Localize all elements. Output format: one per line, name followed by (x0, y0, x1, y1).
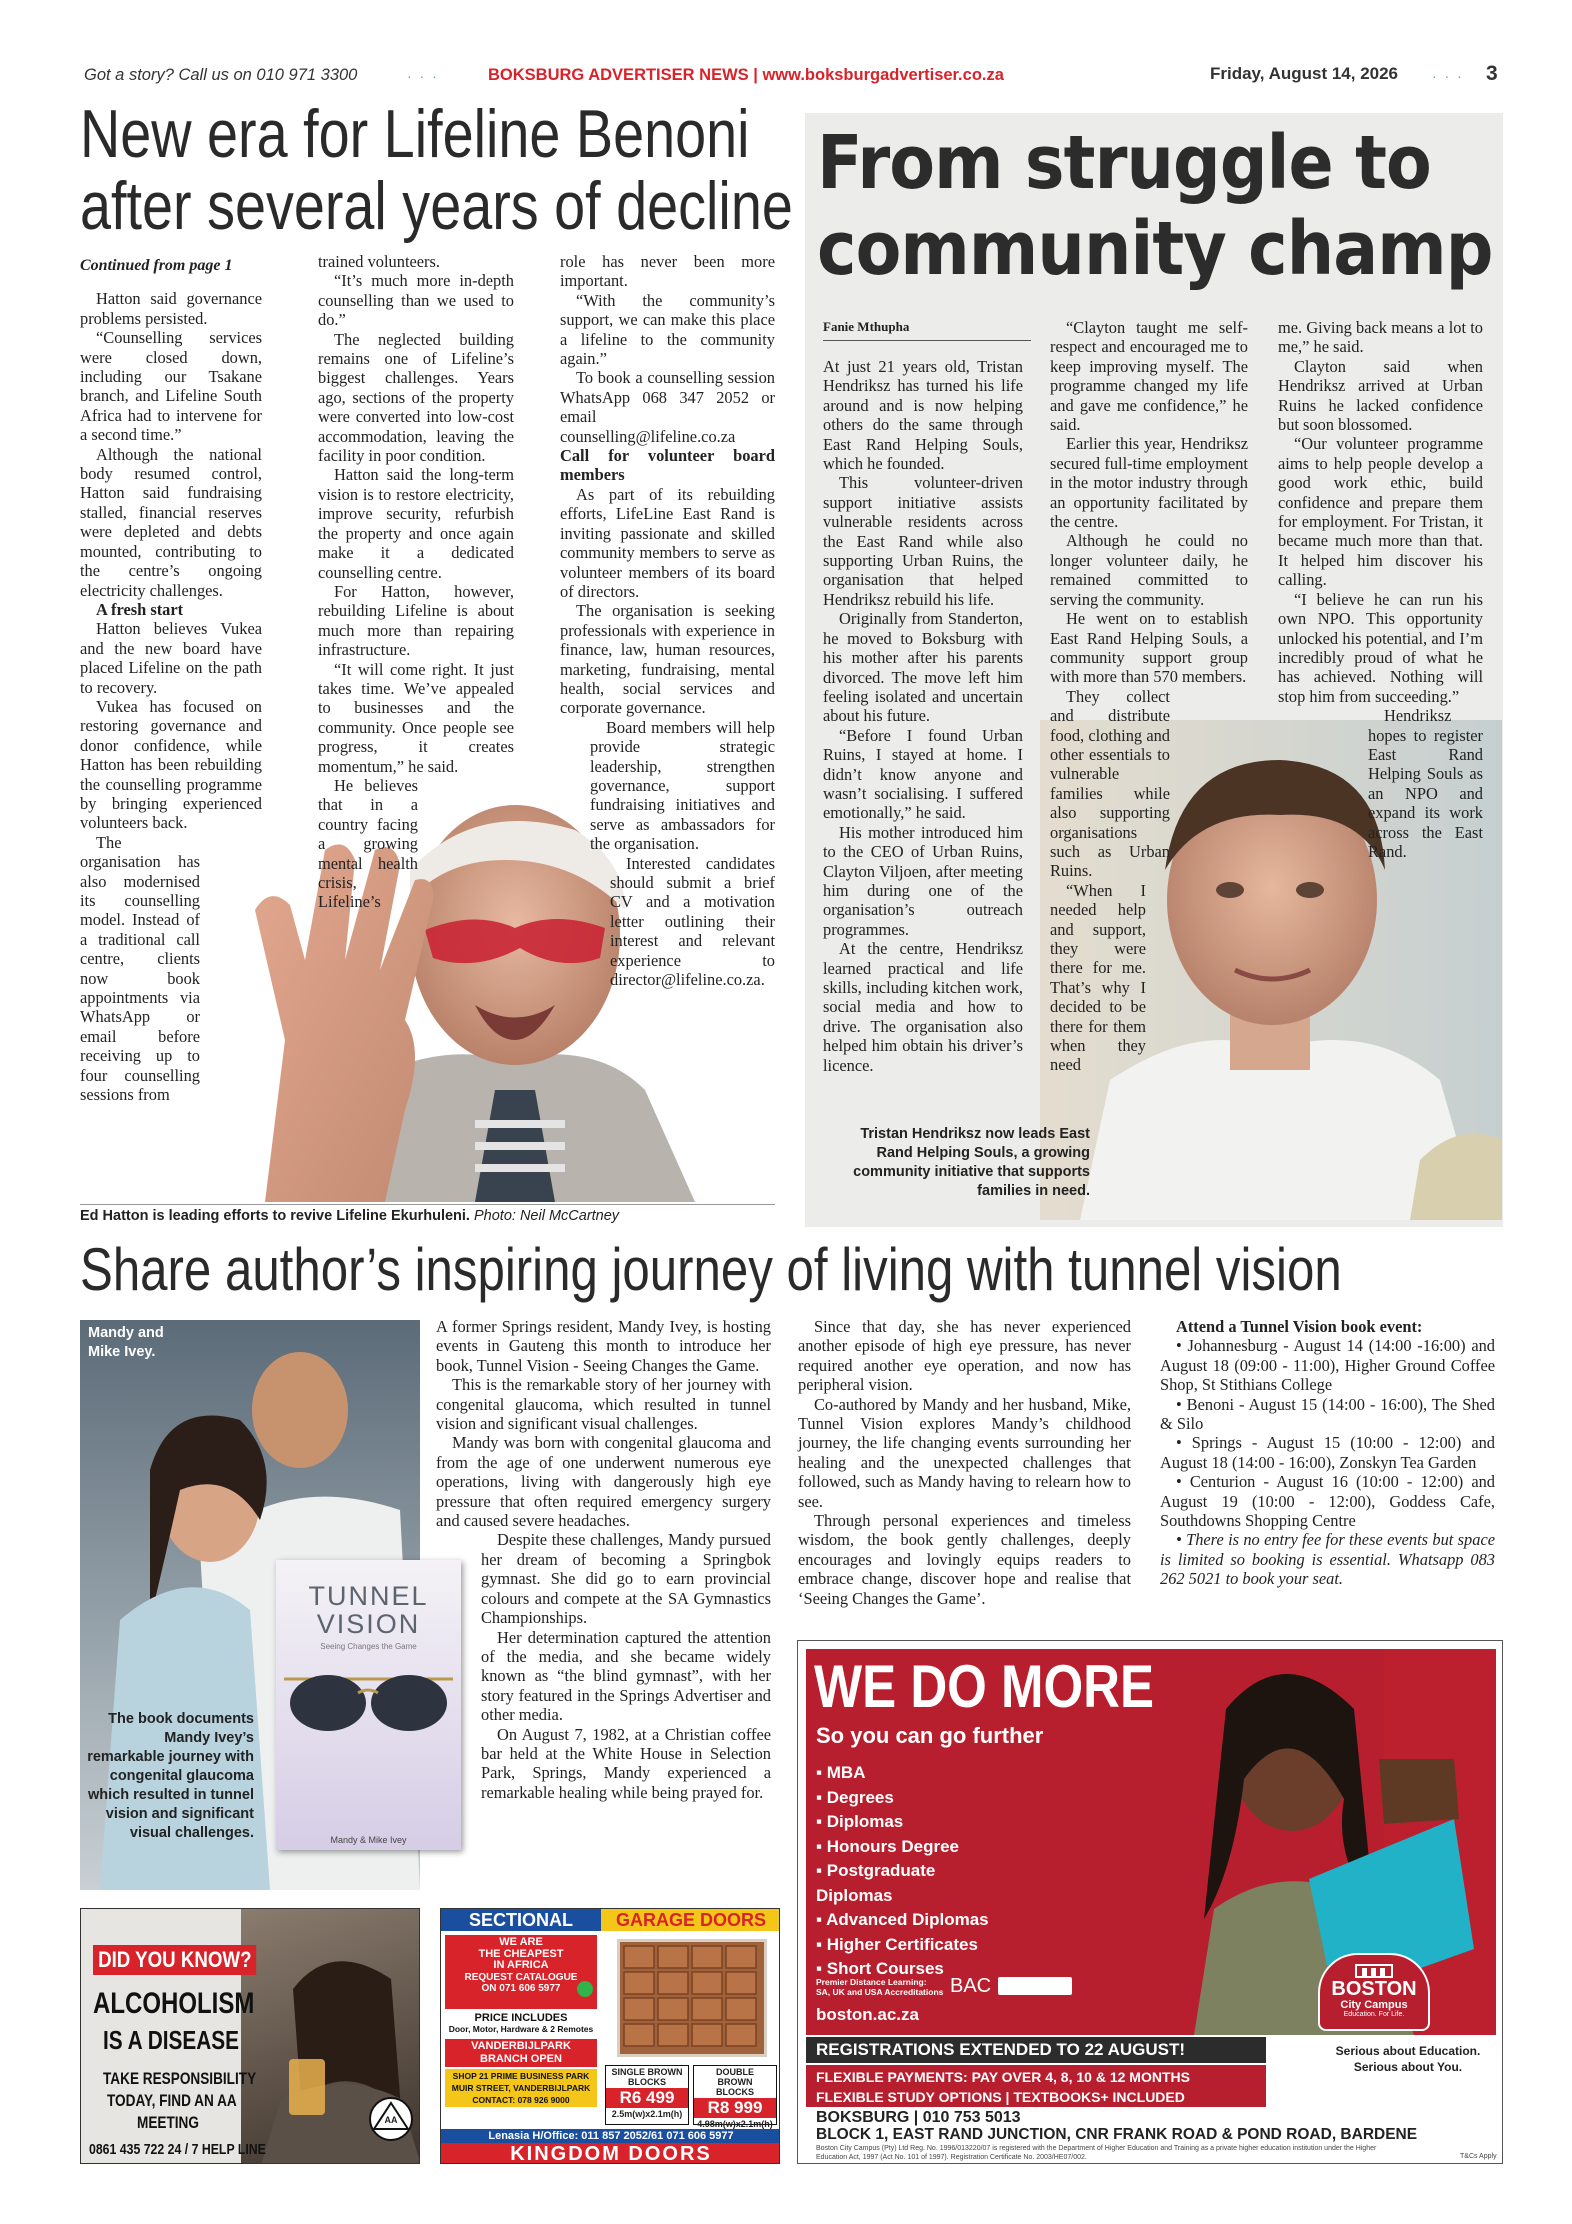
aa-did-you-know: DID YOU KNOW? (93, 1945, 257, 1975)
struggle-c1-p3: Originally from Standerton, he moved to Boksburg with his mother after his parents divorced. The move left him feeling isolated and uncertain about his future. (823, 609, 1023, 726)
continued-label: Continued from page 1 (80, 257, 233, 274)
lifeline-c3-p2: “With the community’s support, we can make this place a lifeline to the community again.” (560, 290, 775, 369)
course-postgrad: ▪ Postgraduate Diplomas (816, 1861, 936, 1905)
course-diplomas: ▪ Diplomas (816, 1812, 904, 1831)
kd-size-double: 4.98m(w)x2.1m(h) (697, 2119, 773, 2129)
kd-brand: KINGDOM DOORS (441, 2143, 780, 2164)
struggle-c1-p6: At the centre, Hendriksz learned practical and life skills, including kitchen work, social media and how to drive. The organisation also helped him obtain his driver’s licence. (823, 939, 1023, 1075)
kd-sectional-bar: SECTIONAL (441, 1909, 601, 1931)
boston-url[interactable]: boston.ac.za (816, 2005, 919, 2024)
boston-serious2: Serious about You. (1353, 2060, 1463, 2074)
boston-logo-name: BOSTON (1331, 1978, 1417, 2000)
kd-double-label: DOUBLE BROWN BLOCKS (716, 2067, 754, 2097)
lifeline-c2-p5: For Hatton, however, rebuilding Lifeline is about much more than repairing infrastructure. (318, 581, 514, 660)
lifeline-caption (80, 1208, 619, 1224)
boston-premier (816, 1977, 943, 1997)
kd-door-image (617, 1939, 767, 2057)
tunnel-col2 (798, 1317, 1131, 1608)
course-higher-cert: ▪ Higher Certificates (816, 1934, 978, 1954)
aa-logo-text: AA (384, 2115, 398, 2125)
tunnel-events (1160, 1317, 1495, 1589)
struggle-byline-rule (823, 340, 1031, 341)
premier-line1: Premier Distance Learning: (816, 1977, 927, 1987)
struggle-c3-p2: Clayton said when Hendriksz arrived at Urban Ruins he lacked confidence but soon blossomed. (1278, 356, 1483, 435)
kd-whatsapp-icon (577, 1981, 593, 1997)
subhead-fresh-start: A fresh start (96, 599, 184, 619)
header-masthead: BOKSBURG ADVERTISER NEWS | www.boksburgadvertiser.co.za (488, 66, 1004, 84)
struggle-c3-p3: “Our volunteer programme aims to help people develop a good work ethic, build confidence and prepare them for employment. For Tristan, it became much more than that. It helped him discover his calling. (1278, 434, 1483, 590)
lifeline-c2-p6: “It will come right. It just takes time. We’ve appealed to businesses and the community. Once people see progress, it creates momentum,” he said. (318, 659, 514, 776)
subhead-volunteer-board: Call for volunteer board members (560, 446, 775, 485)
struggle-c1-p5: His mother introduced him to the CEO of Urban Ruins, Clayton Viljoen, after meeting him during one of the organisation’s outreach programmes. (823, 822, 1023, 939)
lifeline-c2-p3: The neglected building remains one of Lifeline’s biggest challenges. Years ago, sections of the property were converted into low-cost accommodation, leaving the facility in poor condition. (318, 329, 514, 466)
book-title: TUNNEL VISION (308, 1581, 429, 1639)
kd-price-double: R8 999 (694, 2098, 776, 2118)
aa-alcoholism: ALCOHOLISM (93, 1987, 255, 2020)
header-date: Friday, August 14, 2026 (1210, 64, 1399, 83)
lifeline-c1-p1: Hatton said governance problems persisted. (80, 289, 262, 328)
kd-garage-bar: GARAGE DOORS (601, 1909, 780, 1931)
ad-aa[interactable] (80, 1908, 420, 2164)
accreditation-badge-icon (998, 1977, 1072, 1995)
kd-address-box (445, 2069, 597, 2107)
kd-cheapest-box (445, 1935, 597, 2009)
boston-tcs: T&Cs Apply (1460, 2153, 1497, 2160)
tunnel-c2-p3: Through personal experiences and timeless wisdom, the book gently challenges, deeply encourages and lovingly equips readers to embrace change, discover hope and realise that ‘Seeing Changes the Game’. (798, 1511, 1131, 1608)
kd-price-single: R6 499 (606, 2088, 688, 2108)
struggle-headline-line2: community champ (817, 206, 1493, 292)
tunnel-col1 (436, 1317, 771, 1802)
kd-contact: CONTACT: 078 926 9000 (472, 2095, 570, 2105)
struggle-headline (817, 120, 1497, 292)
kd-address1: SHOP 21 PRIME BUSINESS PARK (452, 2071, 590, 2081)
tunnel-c1-p4: Despite these challenges, Mandy pursued her dream of becoming a Springbok gymnast. She did go to earn provincial colours and compete at the SA Gymnastics Championships. (481, 1530, 771, 1628)
boston-subhead: So you can go further (816, 1723, 1044, 1748)
struggle-c1-p2: This volunteer-driven support initiative assists vulnerable residents across the East Rand while also supporting Urban Ruins, the organisation that helped Hendriksz rebuild his life. (823, 473, 1023, 609)
tunnel-c1-p6: On August 7, 1982, at a Christian coffee bar held at the White House in Selection Park, Springs, Mandy experienced a remarkable healing while being prayed for. (481, 1724, 771, 1802)
course-short: ▪ Short Courses (816, 1959, 944, 1978)
boston-logo-sub: City Campus (1340, 1999, 1408, 2011)
kd-branch2: BRANCH OPEN (480, 2053, 562, 2065)
lifeline-c3-p6: Board members will help provide strategic leadership, strengthen governance, support fundraising initiatives and serve as ambassadors for the organisation. (590, 717, 775, 854)
lifeline-c1-p2: “Counselling services were closed down, including our Tsakane branch, and Lifeline South Africa had to intervene for a second time.” (80, 328, 262, 445)
lifeline-c3-p5: The organisation is seeking professionals with experience in finance, law, human resources, marketing, fundraising, mental health, social services and corporate governance. (560, 601, 775, 718)
boston-building-icon (1354, 1961, 1394, 1979)
aa-logo (369, 2097, 413, 2141)
tunnel-c2-p2: Co-authored by Mandy and her husband, Mike, Tunnel Vision explores Mandy’s childhood journey, the life changing events surrounding her healing and the unexpected challenges that followed, such as Mandy having to relearn how to see. (798, 1394, 1131, 1511)
boston-logo-tag: Education. For Life. (1343, 2011, 1405, 2018)
struggle-c2-p2: Earlier this year, Hendriksz secured full-time employment in the motor industry through an opportunity facilitated by the centre. (1050, 434, 1248, 532)
boston-course-list (816, 1761, 1016, 1982)
book-caption: The book documents Mandy Ivey’s remarkable journey with congenital glaucoma which resulted in tunnel vision and significant visual challenges. (87, 1711, 254, 1841)
aa-helpline: 0861 435 722 24 / 7 HELP LINE (89, 2141, 266, 2158)
kd-single-block (605, 2065, 689, 2125)
lifeline-c1-p4: Hatton believes Vukea and the new board have placed Lifeline on the path to recovery. (80, 619, 262, 697)
aa-find-meeting: TODAY, FIND AN AA (107, 2091, 237, 2110)
boston-address: BLOCK 1, EAST RAND JUNCTION, CNR FRANK ROAD & POND ROAD, BARDENE (816, 2126, 1418, 2143)
book-authors: Mandy & Mike Ivey (330, 1835, 407, 1845)
lifeline-col3 (560, 252, 775, 989)
boston-serious1: Serious about Education. (1335, 2044, 1481, 2058)
sunglasses-illustration (276, 1659, 461, 1739)
boston-headline: WE DO MORE (814, 1653, 1154, 1720)
course-degrees: ▪ Degrees (816, 1787, 894, 1807)
bac-logo: BAC (950, 1975, 992, 1997)
struggle-c2-p5: They collect and distribute food, clothing and other essentials to vulnerable families while also supporting organisations such as Urban Ruins. (1050, 686, 1170, 881)
lifeline-c1-p5: Vukea has focused on restoring governance and donor confidence, while Hatton has been rebuilding the counselling programme by bringing experienced volunteers back. (80, 696, 262, 833)
ivey-photo-caption: Mandy and Mike Ivey. (88, 1325, 164, 1360)
struggle-c1-p1: At just 21 years old, Tristan Hendriksz has turned his life around and is now helping others do the same through East Rand Helping Souls, which he founded. (823, 357, 1023, 474)
kd-size-single: 2.5m(w)x2.1m(h) (611, 2109, 683, 2119)
aa-meeting: MEETING (137, 2113, 199, 2132)
tunnel-headline: Share author’s inspiring journey of living with tunnel vision (80, 1236, 1342, 1303)
boston-flex1: FLEXIBLE PAYMENTS: PAY OVER 4, 8, 10 & 12 MONTHS (816, 2069, 1190, 2085)
lifeline-c3-p4: As part of its rebuilding efforts, LifeLine East Rand is inviting passionate and skilled community members to serve as volunteer members of its board of directors. (560, 484, 775, 601)
kd-branch1: VANDERBIJLPARK (471, 2040, 571, 2052)
boston-logo (1318, 1953, 1430, 2031)
boston-registrations-bar: REGISTRATIONS EXTENDED TO 22 AUGUST! (806, 2037, 1266, 2063)
lifeline-c3-p7: Interested candidates should submit a brief CV and a motivation letter outlining their interest and relevant experience to director@lifeline.co.za. (610, 853, 775, 990)
book-cover (276, 1560, 461, 1850)
course-honours: ▪ Honours Degree (816, 1836, 959, 1856)
event-johannesburg: • Johannesburg - August 14 (14:00 -16:00) and August 18 (09:00 - 11:00), Higher Ground Coffee Shop, St Stithians College (1160, 1336, 1495, 1395)
kd-head-office: Lenasia H/Office: 011 857 2052/61 (488, 2130, 664, 2142)
premier-line2: SA, UK and USA Accreditations (816, 1987, 944, 1997)
struggle-c3-p5: Hendriksz hopes to register East Rand Helping Souls as an NPO and expand its work across the East Rand. (1368, 706, 1483, 861)
kd-price-includes (445, 2012, 597, 2034)
header-dots-right: · · · (1432, 68, 1464, 84)
page-number: 3 (1486, 62, 1498, 85)
lifeline-headline-line2: after several years of decline (80, 168, 793, 244)
struggle-c2-p1: “Clayton taught me self-respect and encouraged me to keep improving myself. The programme changed my life and gave me confidence,” he said. (1050, 318, 1248, 435)
lifeline-c2-p2: “It’s much more in-depth counselling than we used to do.” (318, 271, 514, 330)
kd-price-includes-title: PRICE INCLUDES (474, 2012, 568, 2024)
lifeline-caption-rule (80, 1204, 775, 1205)
course-mba: ▪ MBA (816, 1763, 866, 1782)
struggle-col1 (823, 357, 1023, 1075)
course-advanced: ▪ Advanced Diplomas (816, 1910, 989, 1929)
lifeline-photo-credit: Photo: Neil McCartney (474, 1208, 620, 1224)
lifeline-headline (80, 96, 793, 250)
header-dots-left: · · · (407, 68, 439, 84)
struggle-c2-p6: “When I needed help and support, they were there for me. That’s why I decided to be there for them when they need (1050, 880, 1146, 1075)
lifeline-c1-p3: Although the national body resumed control, Hatton said fundraising stalled, financial reserves were depleted and debts mounted, contributing to the centre’s ongoing electricity challenges. (80, 444, 262, 600)
kd-includes-list: Door, Motor, Hardware & 2 Remotes (448, 2024, 594, 2034)
lifeline-caption-text: Ed Hatton is leading efforts to revive Lifeline Ekurhuleni. (80, 1208, 470, 1224)
kd-address2: MUIR STREET, VANDERBIJLPARK (451, 2083, 591, 2093)
kd-cheapest1: WE ARE (499, 1936, 543, 1948)
ad-kingdom-doors[interactable] (440, 1908, 780, 2164)
kd-catalogue-phone: ON 071 606 5977 (481, 1983, 561, 1994)
tunnel-c1-p2: This is the remarkable story of her journey with congenital glaucoma, which resulted in tunnel vision and significant visual challenges. (436, 1375, 771, 1434)
struggle-c2-p4: He went on to establish East Rand Helping Souls, a community support group with more than 570 members. (1050, 609, 1248, 687)
lifeline-c2-p1: trained volunteers. (318, 252, 440, 271)
event-springs: • Springs - August 15 (10:00 - 12:00) and August 18 (14:00 - 16:00), Zonskyn Tea Garden (1160, 1433, 1495, 1472)
lifeline-c1-p6: The organisation has also modernised its counselling model. Instead of a traditional call centre, clients now book appointments via WhatsApp or email before receiving up to four counselling sessions from (80, 832, 200, 1105)
lifeline-c2-p4: Hatton said the long-term vision is to restore electricity, improve security, refurbish the property and once again make it a dedicated counselling centre. (318, 465, 514, 582)
book-subtitle: Seeing Changes the Game (320, 1642, 417, 1651)
struggle-byline: Fanie Mthupha (823, 319, 910, 334)
events-title: Attend a Tunnel Vision book event: (1176, 1317, 1423, 1336)
tunnel-c1-p1: A former Springs resident, Mandy Ivey, is hosting events in Gauteng this month to introduce her book, Tunnel Vision - Seeing Changes the Game. (436, 1317, 771, 1375)
boston-phone: BOKSBURG | 010 753 5013 (816, 2109, 1021, 2126)
struggle-c2-p3: Although he could no longer volunteer daily, he remained committed to serving the community. (1050, 531, 1248, 609)
boston-flex-bar (806, 2065, 1266, 2107)
kd-office-bar (441, 2129, 780, 2143)
boston-student-photo (1134, 1649, 1496, 2035)
events-note: • There is no entry fee for these events but space is limited so booking is essential. Whatsapp 083 262 5021 to book your seat. (1160, 1530, 1495, 1589)
kd-catalogue: REQUEST CATALOGUE (464, 1971, 578, 1983)
struggle-col2 (1050, 318, 1248, 1075)
tunnel-c2-p1: Since that day, she has never experienced another episode of high eye pressure, has never required another eye operation, and now has peripheral vision. (798, 1317, 1131, 1395)
struggle-col3 (1278, 318, 1483, 861)
struggle-c3-p4: “I believe he can run his own NPO. This opportunity unlocked his potential, and I’m incredibly proud of what he has achieved. Nothing will stop him from succeeding.” (1278, 589, 1483, 706)
ad-boston[interactable] (797, 1640, 1503, 2164)
lifeline-c3-p3: To book a counselling session WhatsApp 068 347 2052 or email counselling@lifeline.co.za (560, 368, 775, 446)
kd-whatsapp: 071 606 5977 (666, 2130, 734, 2142)
header-story: Got a story? Call us on 010 971 3300 (84, 66, 358, 84)
boston-legal: Boston City Campus (Pty) Ltd Reg. No. 1996/013220/07 is registered with the Department of Higher Education and Training as a private higher education institution under the Higher Education Act, 1997 (Act No. 101 of 1997). Registration Certificate No. 2003/HE07/002. (816, 2145, 1377, 2161)
lifeline-c3-p1: role has never been more important. (560, 252, 775, 291)
struggle-c1-p4: “Before I found Urban Ruins, I stayed at home. I didn’t know anyone and wasn’t socialising. I suffered emotionally,” he said. (823, 725, 1023, 823)
aa-take-responsibility: TAKE RESPONSIBILITY (103, 2069, 257, 2088)
lifeline-col2 (318, 252, 514, 912)
kd-single-label: SINGLE BROWN BLOCKS (611, 2067, 683, 2087)
tristan-caption: Tristan Hendriksz now leads East Rand Helping Souls, a growing community initiative that supports families in need. (853, 1126, 1090, 1199)
kd-double-block (693, 2065, 777, 2129)
lifeline-col1 (80, 256, 262, 1104)
kd-cheapest3: IN AFRICA (493, 1959, 549, 1971)
kd-cheapest2: THE CHEAPEST (478, 1947, 564, 1960)
struggle-headline-line1: From struggle to (817, 120, 1431, 206)
boston-serious (1318, 2043, 1498, 2075)
tunnel-c1-p3: Mandy was born with congenital glaucoma and from the age of one underwent numerous eye operations, living with dangerously high eye pressure that often required emergency surgery and caused severe headaches. (436, 1433, 771, 1531)
struggle-c3-p1: me. Giving back means a lot to me,” he said. (1278, 318, 1483, 357)
lifeline-headline-line1: New era for Lifeline Benoni (80, 96, 750, 172)
aa-is-a-disease: IS A DISEASE (103, 2025, 240, 2055)
event-centurion: • Centurion - August 16 (10:00 - 12:00) and August 19 (10:00 - 12:00), Goddess Cafe, Southdowns Shopping Centre (1160, 1472, 1495, 1531)
boston-flex2: FLEXIBLE STUDY OPTIONS | TEXTBOOKS+ INCLUDED (816, 2089, 1185, 2105)
tunnel-c1-p5: Her determination captured the attention of the media, and she became widely known as “the blind gymnast”, with her story featured in the Springs Advertiser and other media. (481, 1627, 771, 1725)
page-header (0, 62, 1572, 92)
event-benoni: • Benoni - August 15 (14:00 - 16:00), The Shed & Silo (1160, 1394, 1495, 1434)
kd-branch-box (445, 2039, 597, 2067)
lifeline-c2-p7: He believes that in a country facing a growing mental health crisis, Lifeline’s (318, 775, 418, 912)
